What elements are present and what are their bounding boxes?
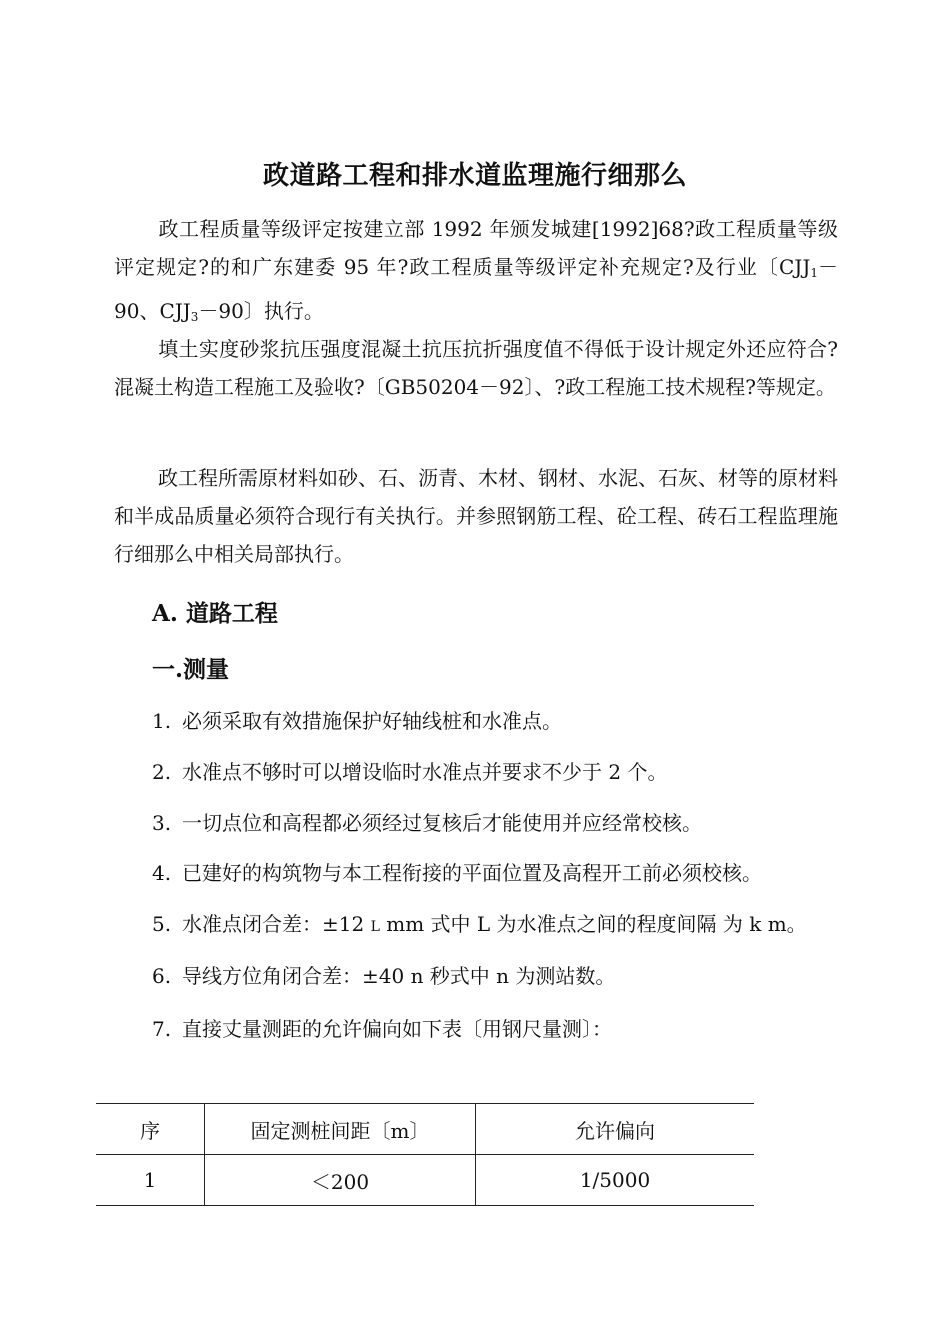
tolerance-table	[96, 1103, 754, 1206]
list-item: 2. 水准点不够时可以增设临时水准点并要求不少于 2 个。	[152, 760, 668, 784]
table-row	[96, 1155, 754, 1206]
paragraph-1-text: 政工程质量等级评定按建立部 1992 年颁发城建[1992]68?政工程质量等级评定规定?的和广东建委 95 年?政工程质量等级评定补充规定?及行业	[114, 217, 838, 279]
table-cell: 1	[96, 1155, 205, 1206]
document-title: 政道路工程和排水道监理施行细那么	[262, 161, 687, 191]
table-header-cell: 固定测桩间距〔m〕	[205, 1104, 476, 1155]
table-header-cell: 允许偏向	[476, 1104, 755, 1155]
section-heading-survey: 一.测量	[152, 656, 230, 683]
paragraph-1: 政工程质量等级评定按建立部 1992 年颁发城建[1992]68?政工程质量等级评定规定?的和广东建委 95 年?政工程质量等级评定补充规定?及行业〔$CJJ_1-90$、$CJJ_3-90$〕执行。	[114, 217, 838, 324]
table-cell: ＜200	[205, 1155, 476, 1206]
list-item: 1. 必须采取有效措施保护好轴线桩和水准点。	[152, 709, 562, 733]
list-item: 3. 一切点位和高程都必须经过复核后才能使用并应经常校核。	[152, 811, 702, 835]
table-header-cell: 序	[96, 1104, 205, 1155]
list-item: 6. 导线方位角闭合差：±40 n 秒式中 n 为测站数。	[152, 964, 616, 988]
paragraph-2: 填土实度砂浆抗压强度混凝土抗压抗折强度值不得低于设计规定外还应符合?混凝土构造工程施工及验收?〔GB50204－92〕、?政工程施工技术规程?等规定。	[114, 337, 838, 399]
list-item: 7. 直接丈量测距的允许偏向如下表〔用钢尺量测〕：	[152, 1017, 612, 1041]
list-item: 5. 水准点闭合差：±12 L mm 式中 L 为水准点之间的程度间隔 为 k m。	[152, 912, 807, 936]
paragraph-3: 政工程所需原材料如砂、石、沥青、木材、钢材、水泥、石灰、材等的原材料和半成品质量必须符合现行有关执行。并参照钢筋工程、砼工程、砖石工程监理施行细那么中相关局部执行。	[114, 466, 838, 566]
table-header-row	[96, 1104, 754, 1155]
section-heading-roads: A. 道路工程	[152, 600, 278, 627]
list-item: 4. 已建好的构筑物与本工程衔接的平面位置及高程开工前必须校核。	[152, 861, 762, 885]
table-cell: 1/5000	[476, 1155, 755, 1206]
